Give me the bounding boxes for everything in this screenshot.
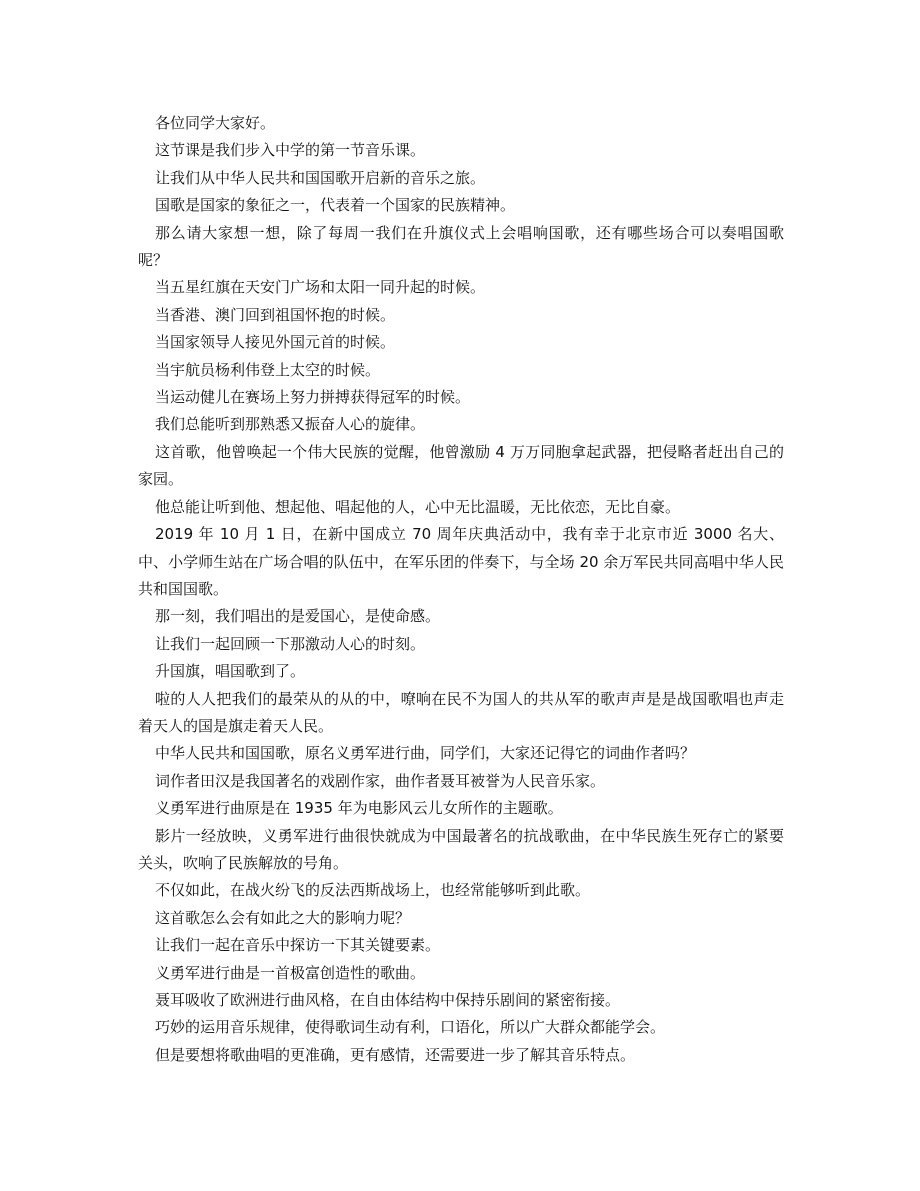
paragraph: 词作者田汉是我国著名的戏剧作家，曲作者聂耳被誉为人民音乐家。 [155, 771, 606, 790]
paragraph: 啦的人人把我们的最荣从的从的中，嘹响在民不为国人的共从军的歌声声是是战国歌唱也声走着天人的国是旗走着天人民。 [138, 689, 784, 735]
paragraph: 这首歌怎么会有如此之大的影响力呢？ [155, 908, 411, 927]
paragraph: 中华人民共和国国歌，原名义勇军进行曲，同学们，大家还记得它的词曲作者吗？ [155, 744, 696, 763]
paragraph: 升国旗，唱国歌到了。 [155, 662, 306, 681]
paragraph: 让我们从中华人民共和国国歌开启新的音乐之旅。 [155, 168, 486, 187]
paragraph: 他总能让听到他、想起他、唱起他的人，心中无比温暖，无比依恋，无比自豪。 [155, 497, 681, 516]
paragraph: 那一刻，我们唱出的是爱国心，是使命感。 [155, 607, 441, 626]
paragraph: 当宇航员杨利伟登上太空的时候。 [155, 360, 381, 379]
paragraph: 那么请大家想一想，除了每周一我们在升旗仪式上会唱响国歌，还有哪些场合可以奏唱国歌呢？ [138, 223, 784, 270]
paragraph: 义勇军进行曲是一首极富创造性的歌曲。 [155, 963, 426, 982]
paragraph: 国歌是国家的象征之一，代表着一个国家的民族精神。 [155, 196, 516, 215]
paragraph: 2019 年 10 月 1 日，在新中国成立 70 周年庆典活动中，我有幸于北京市近 3000 名大、中、小学师生站在广场合唱的队伍中，在军乐团的伴奏下，与全场 20 余万军民共同高唱中华人民共和国国歌。 [138, 525, 784, 598]
paragraph: 巧妙的运用音乐规律，使得歌词生动有利，口语化，所以广大群众都能学会。 [155, 1018, 666, 1037]
paragraph: 这首歌，他曾唤起一个伟大民族的觉醒，他曾激励 4 万万同胞拿起武器，把侵略者赶出自己的家园。 [138, 442, 784, 489]
paragraph: 让我们一起在音乐中探访一下其关键要素。 [155, 936, 441, 955]
paragraph: 聂耳吸收了欧洲进行曲风格，在自由体结构中保持乐剧间的紧密衔接。 [155, 991, 621, 1009]
paragraph: 不仅如此，在战火纷飞的反法西斯战场上，也经常能够听到此歌。 [155, 881, 591, 900]
paragraph: 影片一经放映，义勇军进行曲很快就成为中国最著名的抗战歌曲，在中华民族生死存亡的紧要关头，吹响了民族解放的号角。 [138, 826, 784, 872]
paragraph: 当香港、澳门回到祖国怀抱的时候。 [155, 305, 396, 324]
paragraph: 让我们一起回顾一下那激动人心的时刻。 [155, 634, 426, 653]
paragraph: 这节课是我们步入中学的第一节音乐课。 [155, 141, 426, 160]
paragraph: 我们总能听到那熟悉又振奋人心的旋律。 [155, 415, 426, 434]
document-body [138, 110, 784, 1069]
paragraph: 当运动健儿在赛场上努力拼搏获得冠军的时候。 [155, 388, 471, 407]
paragraph: 当五星红旗在天安门广场和太阳一同升起的时候。 [155, 278, 486, 297]
paragraph: 但是要想将歌曲唱的更准确，更有感情，还需要进一步了解其音乐特点。 [155, 1045, 636, 1064]
paragraph: 义勇军进行曲原是在 1935 年为电影风云儿女所作的主题歌。 [155, 799, 563, 818]
paragraph: 各位同学大家好。 [155, 114, 276, 132]
paragraph: 当国家领导人接见外国元首的时候。 [155, 333, 396, 352]
